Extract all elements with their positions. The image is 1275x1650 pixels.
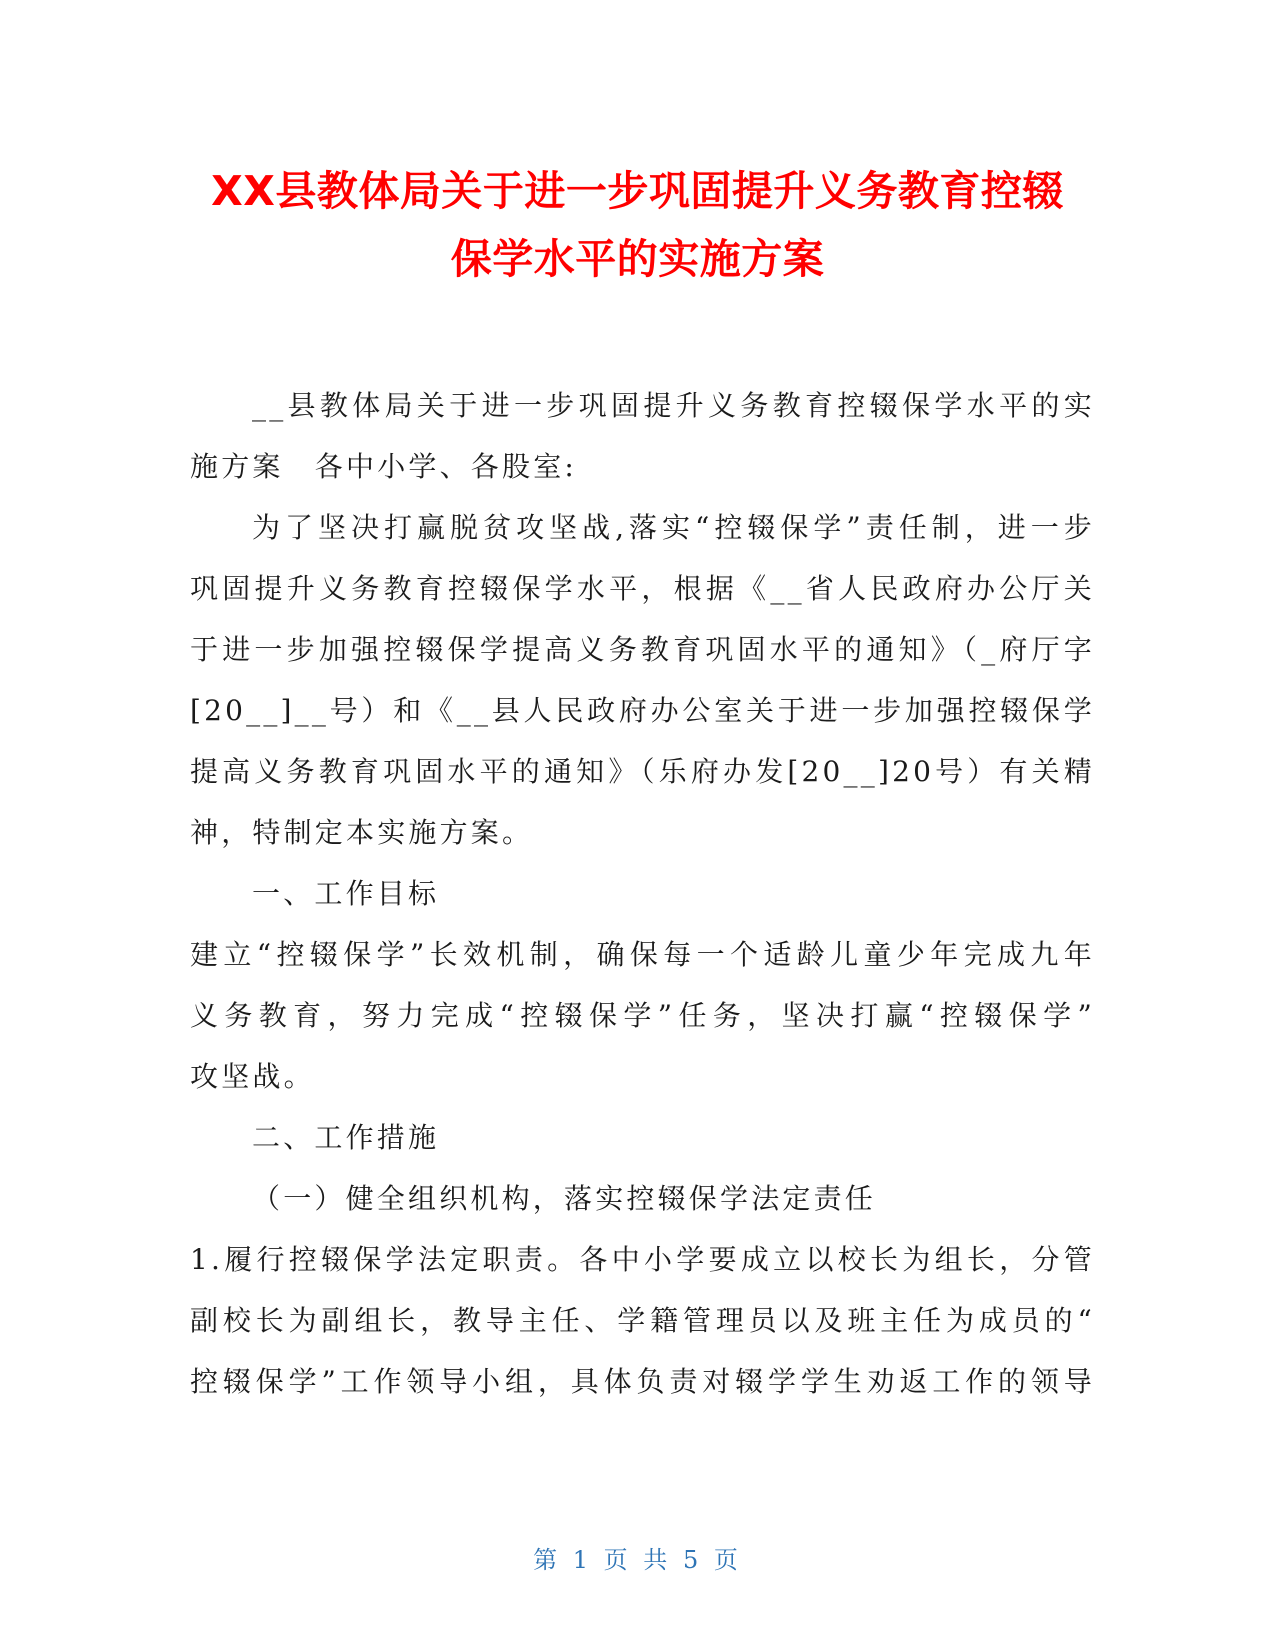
body-line: 神，特制定本实施方案。 — [190, 816, 534, 849]
body-line: 攻坚战。 — [190, 1060, 315, 1093]
document-title-line-2: 保学水平的实施方案 — [450, 235, 825, 283]
body-line: 提高义务教育巩固水平的通知》（乐府办发[20__]20号）有关精 — [190, 755, 1095, 788]
body-line: 1.履行控辍保学法定职责。各中小学要成立以校长为组长，分管 — [190, 1243, 1095, 1276]
body-line: 建立“控辍保学”长效机制，确保每一个适龄儿童少年完成九年 — [190, 938, 1095, 971]
body-line: 义务教育，努力完成“控辍保学”任务，坚决打赢“控辍保学” — [190, 999, 1095, 1032]
section-heading-measures: 二、工作措施 — [252, 1121, 440, 1154]
document-body — [190, 375, 1095, 1412]
page-number-footer: 第 1 页 共 5 页 — [533, 1546, 742, 1574]
section-heading-goals: 一、工作目标 — [252, 877, 440, 910]
body-line: 控辍保学”工作领导小组，具体负责对辍学学生劝返工作的领导 — [190, 1365, 1095, 1398]
subsection-heading-1: （一）健全组织机构，落实控辍保学法定责任 — [252, 1182, 877, 1215]
body-line: 巩固提升义务教育控辍保学水平，根据《__省人民政府办公厅关 — [190, 572, 1095, 605]
body-line: 副校长为副组长，教导主任、学籍管理员以及班主任为成员的“ — [190, 1304, 1095, 1337]
body-line: 于进一步加强控辍保学提高义务教育巩固水平的通知》（_府厅字 — [190, 633, 1095, 666]
body-line: 为了坚决打赢脱贫攻坚战,落实“控辍保学”责任制，进一步 — [252, 511, 1095, 544]
body-line: [20__]__号）和《__县人民政府办公室关于进一步加强控辍保学 — [190, 694, 1095, 727]
body-line: 施方案 各中小学、各股室: — [190, 450, 578, 483]
body-line: __县教体局关于进一步巩固提升义务教育控辍保学水平的实 — [252, 389, 1095, 422]
document-title-line-1: XX县教体局关于进一步巩固提升义务教育控辍 — [211, 167, 1064, 215]
